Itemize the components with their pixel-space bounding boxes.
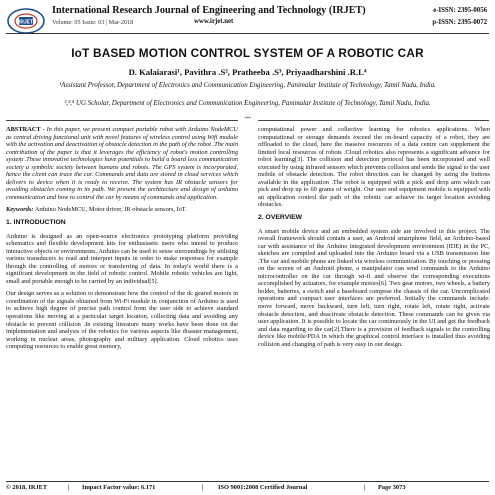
left-column — [6, 126, 238, 356]
volume-line — [52, 19, 432, 26]
intro-paragraph-1: Arduino is designed as an open-source electronics prototyping platform providing schematics and flexible development kits for enthusiastic users who intend to produce interactive objects or environments. Arduino can be used to sense surroundings by utilising various transducers to read and interpret inputs in order to make responses for example through the controlling of motors or transferring of data. In today's world there is a significant development in the field of robotic control. Mobile robotic vehicles are light, small and portable enough to be carried by an individual[5]. — [6, 232, 238, 285]
section-heading-overview: 2. OVERVIEW — [258, 214, 303, 222]
abstract-text: In this paper, we present compact portable robot with Arduino NodeMCU as central driving functional unit with novel features of wireless control using Wifi module with the activation and deactivation of obstacle detection in the path of the robot .The main contribution of the paper is that it leverages the efficiency of robot's motion controlling system .These innovative technologies have potentials to build a board less communication society a symbolic society between humans and robots. The GPS system is incorporated, hence the client can trace the car. Commands and data are stored in cloud services which delivers to device when it is ready to receive. The system has IR obstacle sensors for avoiding obstacles coming in its path. We present the architecture and design of arduino communication and how to control the car by means of commands and application. — [6, 126, 238, 201]
footer-impact: Impact Factor value: 6.171 — [82, 484, 156, 491]
abstract-label: ABSTRACT - — [6, 126, 45, 133]
e-issn: e-ISSN: 2395-0056 — [433, 7, 487, 14]
svg-text:IRJET: IRJET — [18, 19, 34, 26]
footer-sep-3: | — [364, 484, 366, 491]
keywords — [6, 206, 238, 214]
footer-divider — [6, 481, 489, 482]
footer-copyright: © 2018, IRJET — [6, 484, 48, 491]
right-column — [258, 126, 490, 353]
affiliation-1: ¹Assistant Professor, Department of Electronics and Communication Engineering, Panimalar Institute of Technology, Tamil Nadu, India. — [59, 82, 436, 89]
footer-sep-2: | — [202, 484, 204, 491]
volume-issue: Volume: 05 Issue: 03 | Mar-2018 — [52, 19, 134, 26]
keywords-text: Arduino NodeMCU, Motor driver, IR obstacle sensors, IoT. — [33, 206, 187, 214]
section-heading-introduction: 1. INTRODUCTION — [6, 219, 66, 227]
footer-iso: ISO 9001:2008 Certified Journal — [218, 484, 308, 491]
keywords-label: Keywords: — [6, 206, 34, 214]
header-divider — [6, 33, 489, 34]
footer-page: Page 3073 — [378, 484, 406, 491]
affiliation-2: ²,³,⁴ UG Scholar, Department of Electronics and Communication Engineering, Panimalar Institute of Technology, Tamil Nadu, India. — [64, 100, 431, 107]
p-issn: p-ISSN: 2395-0072 — [432, 19, 487, 26]
paper-title: IoT BASED MOTION CONTROL SYSTEM OF A ROBOTIC CAR — [71, 46, 424, 60]
footer-sep-1: | — [68, 484, 70, 491]
paper-authors: D. Kalaiarasi¹, Pavithra .S², Pratheeba .S³, Priyaadharshini .R.L⁴ — [128, 67, 367, 77]
separator: *** — [244, 117, 251, 122]
intro-paragraph-2: Our design serves as a solution to demonstrate how the control of the dc geared motors in coordination of the signals obtained from Wi-Fi module in conjunction of Arduino is used to achieve high degree of precise path control from the user side to achieve standard operations like moving at a particular target location, collecting data and avoiding any obstacle to prevent collision .In existing literature many works have been done on the implementation and analysis of the robotics for various aspects like disaster management, working in nuclear areas, photography and military application. Cloud robotics uses computing resources to enable great memory, — [6, 290, 238, 351]
journal-name: International Research Journal of Engineering and Technology (IRJET) — [52, 5, 366, 16]
abstract — [6, 126, 238, 201]
journal-header — [0, 0, 495, 40]
overview-paragraph: A smart mobile device and an embedded system side are involved in this project. The overall framework should contain a user, an Android smartphone field, an Arduino-based car with assistance of the Arduino integrated development environment (IDE) in the PC, sketches are compiled and uploaded into the Arduino board via a USB transmission line .The car and mobile phone are linked via wireless communication. By touching or pressing on the screen of an Android phone, a manipulator can send commands to the Arduino microcontroller on the car through wi-fi and observe the corresponding executions accomplished by actuators, for example motors[6]. Two gear motors, two wheels, a battery holder, batteries, a switch and a baseboard compose the chassis of the car. Uncomplicated operations and compact user interfaces are preferred. Initially the commands include: move forward, move backward, turn left, turn right, rotate left, rotate right, activate obstacle detection, and deactivate obstacle detection. These commands can be given via user application. It is possible to locate the car continuously in the UI and get the feedback and data regarding to the car[2].There is a provision of feedback signals to the controlling device like mobile/PDA in which the graphical control interface is installed thus avoiding collision and changing of path is very easy in our design. — [258, 227, 490, 348]
body-paragraph-1: computational power and collective learning for robotics applications. When computational or storage demands exceed the on-board capacity of a robot, they are offloaded to the cloud, here the massive resources of a data centre can supplement the limited local resources of robots .Cloud robotics also represents a significant advance for robot learning[3]. The collision and detection protocol has been incorporated and well executed by using infrared sensors which prevents collision and sends the signal to the user mobile of obstacle detection. The robot direction can be changed by using the buttons available in the application .The robot is equipped with a pick and drop arm which can pick and drop up to 60 grams of weight. Our user end equipment mobile is equipped with an application control the path of the robotic car achieve its target location avoiding obstacles. — [258, 126, 490, 209]
journal-url[interactable]: www.irjet.net — [194, 18, 234, 25]
irjet-logo — [6, 6, 46, 36]
separator-right — [258, 120, 489, 121]
